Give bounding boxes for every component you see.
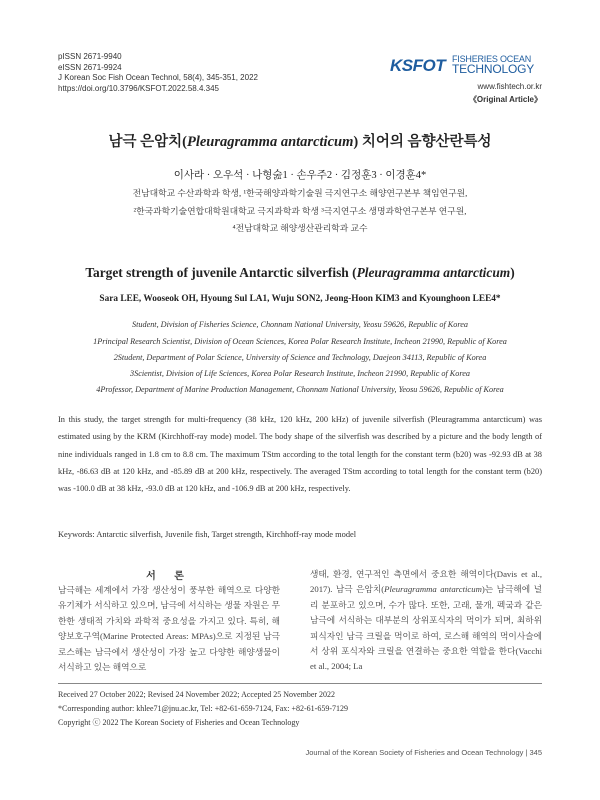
logo-mark: KSFOT bbox=[390, 56, 446, 75]
copyright: Copyright ⓒ 2022 The Korean Society of Fisheries and Ocean Technology bbox=[58, 717, 300, 727]
citation: J Korean Soc Fish Ocean Technol, 58(4), 345-351, 2022 bbox=[58, 73, 258, 82]
korean-authors: 이사라 · 오우석 · 나형숦1 · 손우주2 · 김정훈3 · 이경훈4* bbox=[173, 170, 427, 181]
journal-url[interactable]: www.fishtech.or.kr bbox=[477, 82, 542, 91]
english-affiliation-2: 2Student, Department of Polar Science, University of Science and Technology, Daejeon 34113, Republic of Korea bbox=[113, 353, 487, 362]
abstract: In this study, the target strength for multi-frequency (38 kHz, 120 kHz, 200 kHz) of juvenile silverfish (Pleuragramma antarcticum) was estimated using by the KRM (Kirchhoff-ray mode) model. The body shape of the silverfish was described by a picture and the body length of nine individuals ranged in 1.8 cm to 8.8 cm. The maximum TStm according to the total length for the constant term (b20) was -92.93 dB at 38 kHz, -86.63 dB at 120 kHz, and -85.89 dB at 200 kHz, respectively. The averaged TStm according to total length for the constant term (b20) was -100.0 dB at 38 kHz, -93.0 dB at 120 kHz, and -106.9 dB at 200 kHz, respectively. bbox=[58, 415, 542, 494]
doi-link[interactable]: https://doi.org/10.3796/KSFOT.2022.58.4.345 bbox=[58, 83, 219, 93]
english-title-post: ) bbox=[510, 265, 515, 280]
english-title-species: Pleuragramma antarcticum bbox=[356, 265, 511, 280]
english-affiliation-0: Student, Division of Fisheries Science, Chonnam National University, Yeosu 59626, Republic of Korea bbox=[132, 320, 468, 329]
intro-col2-pre: 생태, 환경, 연구적인 측면에서 중요한 해역이다(Davis et al., 2017). 남극 은암치( bbox=[310, 569, 542, 595]
korean-title-species: Pleuragramma antarcticum bbox=[186, 134, 354, 150]
english-affiliation-4: 4Professor, Department of Marine Production Management, Chonnam National University, Yeosu 59626, Republic of Korea bbox=[96, 385, 504, 394]
page-footer: Journal of the Korean Society of Fisheries and Ocean Technology | 345 bbox=[305, 748, 542, 757]
english-affiliation-3: 3Scientist, Division of Life Sciences, Korea Polar Research Institute, Incheon 21990, Republic of Korea bbox=[130, 369, 470, 378]
journal-meta bbox=[58, 52, 258, 94]
intro-col2-species: Pleuragramma antarcticum bbox=[384, 584, 482, 595]
korean-title bbox=[0, 130, 600, 151]
footnote-divider bbox=[58, 683, 542, 684]
received-dates: Received 27 October 2022; Revised 24 November 2022; Accepted 25 November 2022 bbox=[58, 690, 336, 699]
intro-column-2 bbox=[310, 567, 542, 675]
corresponding-author: *Corresponding author: khlee71@jnu.ac.kr, Tel: +82-61-659-7124, Fax: +82-61-659-7129 bbox=[58, 703, 348, 713]
logo-text-line2: TECHNOLOGY bbox=[452, 62, 535, 76]
korean-title-post: ) 치어의 음향산란특성 bbox=[353, 134, 492, 150]
article-type: 《Original Article》 bbox=[468, 95, 542, 104]
intro-column-1: 남극해는 세계에서 가장 생산성이 풍부한 해역으로 다양한 유기체가 서식하고 있으며, 남극에 서식하는 생물 자원은 무한한 생태적 가치와 과학적 중요성을 가지고 있다. 특히, 해양보호구역(Marine Protected Areas: MPAs)으로 지정된 남극 로스해는 남극에서 생산성이 가장 높고 다양한 해양생물이 서식하고 있는 해역으로 bbox=[58, 585, 280, 673]
korean-affiliation-1: 전남대학교 수산과학과 학생, ¹한국해양과학기술원 극지연구소 해양연구본부 책임연구원, bbox=[132, 188, 468, 198]
logo-text bbox=[452, 54, 534, 74]
keywords: Keywords: Antarctic silverfish, Juvenile fish, Target strength, Kirchhoff-ray mode model bbox=[58, 530, 357, 539]
english-authors: Sara LEE, Wooseok OH, Hyoung Sul LA1, Wuju SON2, Jeong-Hoon KIM3 and Kyounghoon LEE4* bbox=[99, 294, 501, 304]
journal-logo bbox=[390, 54, 542, 110]
korean-affiliation-2: ²한국과학기술연합대학원대학교 극지과학과 학생 ³극지연구소 생명과학연구본부 연구원, bbox=[133, 206, 467, 216]
footnotes bbox=[58, 688, 542, 729]
korean-affiliation-3: ⁴전남대학교 해양생산관리학과 교수 bbox=[232, 223, 368, 233]
english-title-pre: Target strength of juvenile Antarctic silverfish ( bbox=[85, 265, 357, 280]
english-title bbox=[0, 265, 600, 281]
intro-col2-post: )는 남극해에 널리 분포하고 있으며, 수가 많다. 또한, 고래, 물개, 펙궄과 같은 남극에 서식하는 대부분의 상위포식자의 먹이가 되며, 최하위 피식자인 남극 크릴을 먹이로 하여, 로스해 해역의 먹이사슬에서 상위 포식자와 크릴을 연결하는 중요한 역할을 한다(Vacchi et al., 2004; La bbox=[310, 584, 542, 672]
korean-title-pre: 남극 은암치( bbox=[108, 134, 187, 150]
english-affiliation-1: 1Principal Research Scientist, Division of Ocean Sciences, Korea Polar Research Institute, Incheon 21990, Republic of Korea bbox=[93, 337, 507, 346]
pissn: pISSN 2671-9940 bbox=[58, 52, 122, 61]
eissn: eISSN 2671-9924 bbox=[58, 62, 122, 72]
logo-text-line1: FISHERIES OCEAN bbox=[452, 54, 532, 64]
section-heading-intro: 서 론 bbox=[146, 571, 192, 582]
